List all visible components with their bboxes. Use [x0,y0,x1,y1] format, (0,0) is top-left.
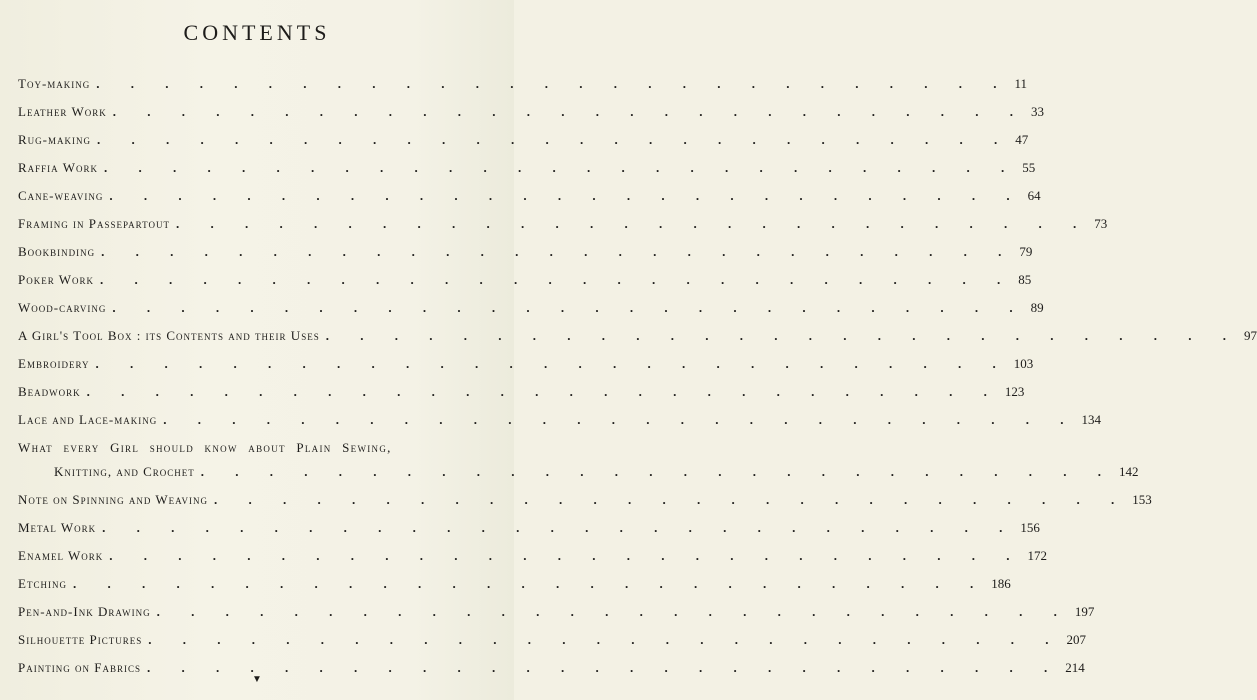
dot-leader: . . . . . . . . . . . . . . . . . . . . . . . . . . . [100,272,1015,287]
toc-entry-label: Wood-carving [18,300,107,315]
dot-leader: . . . . . . . . . . . . . . . . . . . . . . . . . . . [148,632,1063,647]
toc-entry [18,632,1086,660]
dot-leader: . . . . . . . . . . . . . . . . . . . . . . . . . . . [112,104,1027,119]
toc-entry-label: A Girl's Tool Box : its Contents and their Uses [18,328,320,343]
page-title: CONTENTS [183,20,331,45]
toc-entry-page: 197 [1074,604,1095,619]
toc-entry-page: 172 [1027,548,1047,563]
toc-entry-label: Cane-weaving [18,188,104,203]
toc-entry-label: Bookbinding [18,244,96,259]
toc-entry-page: 33 [1030,104,1044,119]
toc-entry-page: 186 [991,576,1011,591]
toc-entry [18,576,1011,604]
toc-entry-label: Note on Spinning and Weaving [18,492,208,507]
toc-entry-page: 89 [1030,300,1044,315]
toc-entry-label: Metal Work [18,520,97,535]
toc-entry-label: Poker Work [18,272,95,287]
table-of-contents [18,76,1257,688]
toc-entry [18,216,1108,244]
toc-entry-page: 11 [1014,76,1028,91]
toc-entry-label: Enamel Work [18,548,104,563]
dot-leader: . . . . . . . . . . . . . . . . . . . . . . . . . . . [325,328,1240,343]
toc-entry-page: 47 [1015,132,1029,147]
toc-entry-label: Painting on Fabrics [18,660,141,675]
toc-entry [18,548,1047,576]
toc-entry-label: Pen-and-Ink Drawing [18,604,151,619]
toc-entry [18,492,1152,520]
continuation-arrow-icon: ▼ [252,674,262,685]
toc-entry-page: 97 [1243,328,1257,343]
dot-leader: . . . . . . . . . . . . . . . . . . . . . . . . . . . [72,576,988,591]
dot-leader: . . . . . . . . . . . . . . . . . . . . . . . . . . . [101,244,1016,259]
dot-leader: . . . . . . . . . . . . . . . . . . . . . . . . . . . [163,412,1078,427]
dot-leader: . . . . . . . . . . . . . . . . . . . . . . . . . . . [175,216,1091,231]
toc-entry-label: Raffia Work [18,160,98,175]
toc-entry-label: Toy-making [18,76,91,91]
dot-leader: . . . . . . . . . . . . . . . . . . . . . . . . . . . [102,520,1017,535]
toc-entry [18,384,1025,412]
toc-entry-continuation [18,464,1139,492]
toc-entry [18,328,1257,356]
dot-leader: . . . . . . . . . . . . . . . . . . . . . . . . . . . [200,464,1116,479]
toc-entry-label-continued: Knitting, and Crochet [54,464,195,479]
toc-entry-page: 103 [1013,356,1034,371]
toc-entry [18,76,1028,104]
toc-entry-label: Embroidery [18,356,90,371]
toc-entry-page: 55 [1022,160,1036,175]
toc-entry-page: 156 [1020,520,1040,535]
toc-entry-page: 64 [1027,188,1041,203]
toc-entry-label: Beadwork [18,384,81,399]
toc-entry [18,272,1032,300]
dot-leader: . . . . . . . . . . . . . . . . . . . . . . . . . . . [97,132,1012,147]
toc-entry [18,132,1029,160]
toc-entry-page: 207 [1066,632,1086,647]
toc-entry-page: 79 [1019,244,1033,259]
toc-entry-label: Rug-making [18,132,91,147]
toc-entry [18,160,1036,188]
toc-entry [18,520,1040,548]
toc-entry-label: Silhouette Pictures [18,632,143,647]
toc-entry [18,244,1033,272]
dot-leader: . . . . . . . . . . . . . . . . . . . . . . . . . . . [96,76,1011,91]
dot-leader: . . . . . . . . . . . . . . . . . . . . . . . . . . . [146,660,1062,675]
toc-entry [18,412,1101,440]
toc-entry-label: Framing in Passepartout [18,216,170,231]
toc-entry [18,300,1044,328]
toc-entry-page: 134 [1081,412,1101,427]
toc-entry-page: 85 [1018,272,1032,287]
toc-entry [18,104,1044,132]
toc-entry [18,188,1041,216]
toc-entry-label: Lace and Lace-making [18,412,158,427]
dot-leader: . . . . . . . . . . . . . . . . . . . . . . . . . . . [109,548,1024,563]
dot-leader: . . . . . . . . . . . . . . . . . . . . . . . . . . . [109,188,1024,203]
toc-entry-label: What every Girl should know about Plain Sewing, [18,440,392,455]
toc-entry-page: 142 [1119,464,1139,479]
toc-entry-label: Etching [18,576,67,591]
toc-entry-page: 123 [1004,384,1025,399]
dot-leader: . . . . . . . . . . . . . . . . . . . . . . . . . . . [213,492,1129,507]
toc-entry-page: 153 [1132,492,1152,507]
dot-leader: . . . . . . . . . . . . . . . . . . . . . . . . . . . [103,160,1019,175]
dot-leader: . . . . . . . . . . . . . . . . . . . . . . . . . . . [95,356,1010,371]
toc-entry-label: Leather Work [18,104,107,119]
toc-entry [18,356,1034,384]
dot-leader: . . . . . . . . . . . . . . . . . . . . . . . . . . . [112,300,1027,315]
toc-entry [18,604,1095,632]
toc-entry-page: 214 [1065,660,1085,675]
toc-entry [18,440,1139,492]
toc-entry-page: 73 [1094,216,1108,231]
dot-leader: . . . . . . . . . . . . . . . . . . . . . . . . . . . [156,604,1071,619]
dot-leader: . . . . . . . . . . . . . . . . . . . . . . . . . . . [86,384,1001,399]
